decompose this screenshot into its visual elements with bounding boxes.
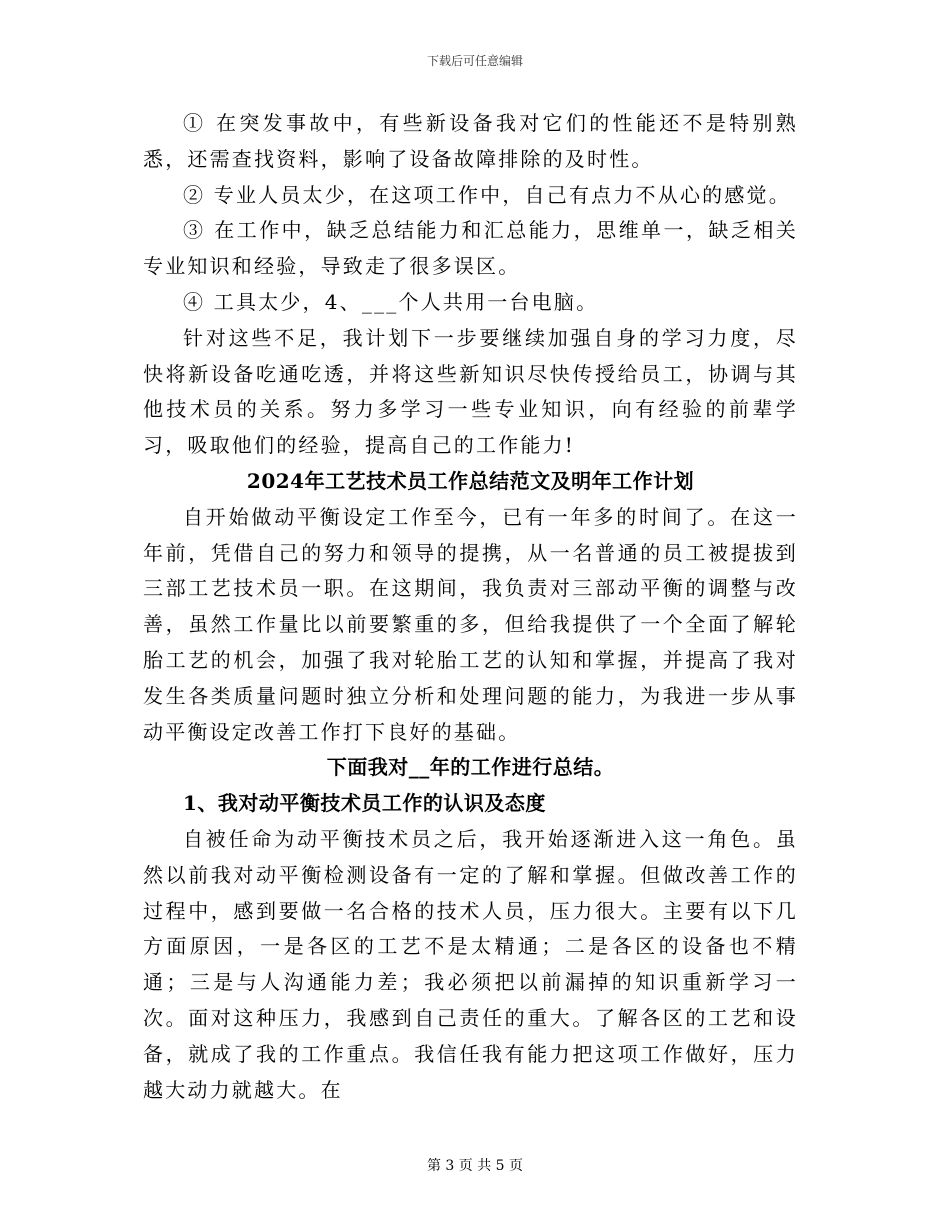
- paragraph-issue-3: ③ 在工作中，缺乏总结能力和汇总能力，思维单一，缺乏相关专业知识和经验，导致走了很多误区。: [143, 218, 798, 279]
- summary-heading: 下面我对__年的工作进行总结。: [326, 755, 615, 780]
- section-1-heading: 1、我对动平衡技术员工作的认识及态度: [183, 791, 546, 816]
- paragraph-issue-2: ② 专业人员太少，在这项工作中，自己有点力不从心的感觉。: [183, 182, 791, 207]
- document-body: [143, 106, 798, 1108]
- page-number: 第 3 页 共 5 页: [426, 1158, 524, 1174]
- paragraph-improvement-plan: 针对这些不足，我计划下一步要继续加强自身的学习力度，尽快将新设备吃通吃透，并将这些新知识尽快传授给员工，协调与其他技术员的关系。努力多学习一些专业知识，向有经验的前辈学习，吸取他们的经验，提高自己的工作能力!: [143, 325, 798, 458]
- document-title: 2024年工艺技术员工作总结范文及明年工作计划: [246, 468, 695, 493]
- paragraph-intro: 自开始做动平衡设定工作至今，已有一年多的时间了。在这一年前，凭借自己的努力和领导的提携，从一名普通的员工被提拔到三部工艺技术员一职。在这期间，我负责对三部动平衡的调整与改善，虽然工作量比以前要繁重的多，但给我提供了一个全面了解轮胎工艺的机会，加强了我对轮胎工艺的认知和掌握，并提高了我对发生各类质量问题时独立分析和处理问题的能力，为我进一步从事动平衡设定改善工作打下良好的基础。: [143, 504, 798, 744]
- paragraph-issue-4: ④ 工具太少，4、___个人共用一台电脑。: [183, 289, 599, 314]
- paragraph-issue-1: ① 在突发事故中，有些新设备我对它们的性能还不是特别熟悉，还需查找资料，影响了设备故障排除的及时性。: [143, 111, 798, 171]
- section-1-paragraph: 自被任命为动平衡技术员之后，我开始逐渐进入这一角色。虽然以前我对动平衡检测设备有一定的了解和掌握。但做改善工作的过程中，感到要做一名合格的技术人员，压力很大。主要有以下几方面原因，一是各区的工艺不是太精通；二是各区的设备也不精通；三是与人沟通能力差；我必须把以前漏掉的知识重新学习一次。面对这种压力，我感到自己责任的重大。了解各区的工艺和设备，就成了我的工作重点。我信任我有能力把这项工作做好，压力越大动力就越大。在: [143, 826, 798, 1102]
- page-header-note: 下载后可任意编辑: [426, 54, 523, 68]
